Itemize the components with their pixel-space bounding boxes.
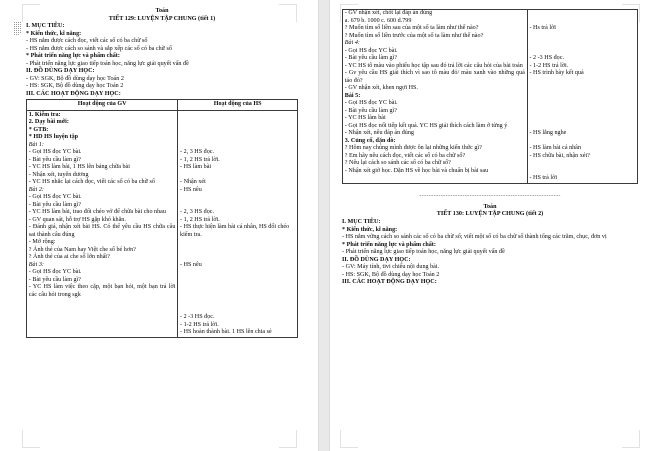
lesson-title-left: TIẾT 129: LUYỆN TẬP CHUNG (tiết 1) — [108, 15, 216, 22]
activity-line: - Gọi HS đọc YC bài. — [344, 100, 398, 107]
section-heading: * Kiến thức, kĩ năng: — [342, 226, 398, 233]
document-page-right — [330, 0, 650, 451]
activity-blank-line — [180, 299, 295, 307]
activity-line: - YC HS làm bài — [344, 115, 386, 122]
activity-blank-line — [180, 254, 295, 262]
section-line: - HS nắm được cách so sánh và sắp xếp các số có ba chữ số — [26, 45, 172, 52]
activity-line: Bài 3: — [28, 261, 44, 268]
activity-line: - HS thực hiện làm bài cá nhân, HS đổi chéo kiểm tra. — [180, 224, 290, 238]
activity-line: - Mở rộng: — [28, 239, 56, 246]
subject-heading-right: Toán — [483, 203, 497, 210]
activity-line: ? Hôm nay chúng mình được ôn lại những kiến thức gì? — [344, 145, 482, 152]
margin-corner-mark — [22, 430, 40, 448]
activity-blank-line — [180, 142, 295, 150]
document-page-left — [0, 0, 318, 451]
drag-dots-icon[interactable] — [14, 21, 23, 34]
section-heading: I. MỤC TIÊU: — [26, 23, 65, 30]
margin-corner-mark — [340, 430, 358, 448]
activity-blank-line — [529, 18, 635, 26]
activity-line: - 2, 3 HS đọc. — [180, 209, 215, 216]
activity-line: - 2 -3 HS đọc. — [529, 55, 564, 62]
section-heading: * Phát triển năng lực và phẩm chất: — [26, 53, 120, 60]
activity-line: - Nhận xét — [180, 179, 206, 186]
section-line: - HS nắm được cách đọc, viết các số có ba chữ số — [26, 38, 148, 45]
activity-line: ? Em hãy nêu cách đọc, viết các số có ba chữ số? — [344, 152, 466, 159]
activity-line: - Bài yêu cầu làm gì? — [344, 55, 397, 62]
activity-line: ? Ảnh thẻ của Nam hay Việt che số bé hơn? — [28, 246, 136, 253]
section-line: - Phát triển năng lực giao tiếp toán học, năng lực giải quyết vấn đề — [342, 249, 505, 256]
activity-blank-line — [529, 138, 635, 146]
cell-gv-activities — [343, 9, 528, 184]
activity-line: - Gọi HS đọc nối tiếp kết quả. YC HS giải thích cách làm ở từng ý — [344, 122, 508, 129]
activity-line: - Bài yêu cầu làm gì? — [28, 201, 81, 208]
activity-line: - Bài yêu cầu làm gì? — [344, 107, 397, 114]
activity-line: - Gọi HS đọc YC bài. — [28, 149, 82, 156]
activity-line: - YC HS làm việc theo cặp, một bạn hỏi, một bạn trả lời các câu hỏi trong sgk — [28, 284, 176, 298]
activity-line: - HS nêu — [180, 186, 202, 193]
activity-blank-line — [180, 247, 295, 255]
cell-gv-activities — [27, 110, 178, 337]
activity-line: - HS lắng nghe — [529, 130, 567, 137]
cell-hs-activities — [178, 110, 298, 337]
activity-line: - YC HS nhắc lại cách đọc, viết các số có ba chữ số — [28, 179, 155, 186]
activity-line: - 1-2 HS trả lời. — [529, 62, 569, 69]
activity-line: - YC HS làm bài, 1 HS lên bảng chữa bài — [28, 164, 130, 171]
activity-blank-line — [180, 269, 295, 277]
activity-blank-line — [529, 33, 635, 41]
activity-blank-line — [529, 108, 635, 116]
section-heading: III. CÁC HOẠT ĐỘNG DẠY HỌC: — [26, 91, 121, 98]
activity-blank-line — [529, 100, 635, 108]
hs-lines-right — [529, 10, 635, 183]
activity-line: 1. Kiểm tra: — [28, 111, 61, 118]
section-line: - HS: SGK, Bộ đồ dùng dạy học Toán 2 — [342, 271, 440, 278]
activity-blank-line — [529, 93, 635, 101]
section-line: - GV: Máy tính, tivi chiếu nội dung bài. — [342, 264, 440, 271]
cell-hs-activities — [527, 9, 637, 184]
activity-blank-line — [529, 160, 635, 168]
section-line: - Phát triển năng lực giao tiếp toán học, năng lực giải quyết vấn đề — [26, 60, 189, 67]
activity-blank-line — [529, 78, 635, 86]
section-heading: * Phát triển năng lực và phẩm chất: — [342, 241, 436, 248]
section-line: - HS: SGK, Bộ đồ dùng dạy học Toán 2 — [26, 83, 124, 90]
activities-table-right — [342, 9, 638, 185]
activity-line: ? Muốn tìm số liền sau của một số ta làm như thế nào? — [344, 25, 479, 32]
activity-line: - Nhận xét, nêu đáp án đúng — [344, 130, 414, 137]
activity-line: - HS làm bài — [180, 164, 212, 171]
activity-line: - HS làm bài cá nhân — [529, 145, 581, 152]
table-row — [27, 110, 298, 337]
activity-line: - GV nhận xét, khen ngợi HS. — [344, 85, 418, 92]
section-heading: II. ĐỒ DÙNG DẠY HỌC: — [26, 68, 95, 75]
activity-line: - YC HS tô màu vào phiếu học tập sau đó trả lời các câu hỏi của bài toán — [344, 62, 523, 69]
activity-line: 3. Củng cố, dặn dò: — [344, 137, 396, 144]
activity-line: - HS hoàn thành bài. 1 HS lên chia sẻ — [180, 329, 272, 336]
activity-blank-line — [180, 119, 295, 127]
activity-line: - 2 -3 HS đọc. — [180, 314, 215, 321]
activity-line: ? Muốn tìm số liền trước của một số ta làm như thế nào? — [344, 32, 484, 39]
section-heading: III. CÁC HOẠT ĐỘNG DẠY HỌC: — [342, 279, 437, 286]
activity-blank-line — [529, 85, 635, 93]
activity-blank-line — [529, 48, 635, 56]
activity-blank-line — [180, 202, 295, 210]
activity-line: - YC HS làm bài, trao đổi chéo vở để chữa bài cho nhau — [28, 209, 166, 216]
activity-blank-line — [180, 127, 295, 135]
objectives-list-left — [26, 23, 298, 98]
activity-line: a. 679 b. 1000 c. 600 d.799 — [344, 17, 412, 24]
activity-line: Bài 4: — [344, 40, 360, 47]
activity-line: - 1, 2 HS trả lời. — [180, 216, 220, 223]
activity-blank-line — [529, 115, 635, 123]
activity-line: - HS trình bày kết quả — [529, 70, 584, 77]
table-header-row — [27, 100, 298, 111]
activity-blank-line — [180, 292, 295, 300]
activity-blank-line — [180, 194, 295, 202]
section-heading: * Kiến thức, kĩ năng: — [26, 30, 82, 37]
activity-line: - Nhận xét, tuyên dương — [28, 171, 89, 178]
activity-line: ? Ảnh thẻ của ai che số lớn nhất? — [28, 254, 110, 261]
activity-blank-line — [180, 284, 295, 292]
margin-corner-mark — [279, 430, 297, 448]
section-heading: I. MỤC TIÊU: — [342, 219, 381, 226]
activity-line: Bài 5: — [344, 92, 361, 99]
activity-line: - Gv yêu cầu HS giải thích vì sao tô màu đỏ/ màu xanh vào những quả táo đó? — [344, 70, 525, 84]
table-row — [343, 9, 638, 184]
activity-line: - HS nêu — [180, 261, 202, 268]
lesson-title-right: TIẾT 130: LUYỆN TẬP CHUNG (tiết 2) — [436, 211, 544, 218]
page-left-body — [26, 8, 298, 338]
activity-line: Bài 1: — [28, 141, 44, 148]
gv-lines-left — [29, 112, 176, 300]
activity-line: - GV nhận xét, chốt lại đáp án đúng — [344, 10, 433, 17]
margin-corner-mark — [622, 430, 640, 448]
activity-blank-line — [180, 239, 295, 247]
activity-blank-line — [180, 112, 295, 120]
activity-blank-line — [180, 277, 295, 285]
activity-blank-line — [180, 307, 295, 315]
activity-line: - GV quan sát, hỗ trợ HS gặp khó khăn. — [28, 216, 126, 223]
activity-line: 2. Dạy bài mới: — [28, 119, 69, 126]
activity-blank-line — [529, 123, 635, 131]
activity-line: Bài 2: — [28, 186, 44, 193]
column-header-gv: Hoạt động của GV — [27, 100, 178, 111]
activity-line: - Gọi HS đọc YC bài. — [344, 47, 398, 54]
activity-line: ? Nêu lại cách so sánh các số có ba chữ số? — [344, 160, 451, 167]
activity-line: - Đánh giá, nhận xét bài HS. Có thể yêu cầu HS chữa câu sai thành câu đúng — [28, 224, 176, 238]
section-heading: II. ĐỒ DÙNG DẠY HỌC: — [342, 256, 411, 263]
activity-blank-line — [529, 168, 635, 176]
activity-line: - 1, 2 HS trả lời. — [180, 156, 220, 163]
activity-blank-line — [180, 172, 295, 180]
activities-table-left — [26, 99, 298, 338]
page-gutter — [318, 0, 330, 451]
hs-lines-left — [180, 112, 295, 337]
section-line: - HS nắm vững cách so sánh các số có ba chữ số; viết một số có ba chữ số thành tổng các trăm, chục, đơn vị — [342, 234, 607, 241]
activity-line: - 2, 3 HS đọc. — [180, 149, 215, 156]
activity-line: - Nhận xét giờ học. Dặn HS về học bài và chuẩn bị bài sau — [344, 167, 489, 174]
activity-line: - Bài yêu cầu làm gì? — [28, 156, 81, 163]
activity-line: - 1-2 HS trả lời. — [180, 321, 219, 328]
page-right-body — [342, 8, 638, 287]
activity-line: * HD HS luyện tập — [28, 134, 79, 141]
activity-line: * GTB: — [28, 126, 49, 133]
column-header-hs: Hoạt động của HS — [178, 100, 298, 111]
gv-lines-right — [345, 10, 525, 175]
activity-line: - HS trả lời — [529, 175, 558, 182]
activity-blank-line — [529, 40, 635, 48]
activity-blank-line — [180, 134, 295, 142]
activity-line: - Bài yêu cầu làm gì? — [28, 276, 81, 283]
activity-line: - Gọi HS đọc YC bài. — [28, 194, 82, 201]
section-line: - GV: SGK, Bộ đồ dùng dạy học Toán 2 — [26, 75, 124, 82]
activity-line: - HS chữa bài, nhận xét? — [529, 152, 590, 159]
activity-line: - Hs trả lời — [529, 25, 557, 32]
objectives-list-right — [342, 219, 638, 287]
section-divider: ----------------------------------------------------------- — [419, 193, 561, 200]
activity-blank-line — [529, 10, 635, 18]
activity-line: - Gọi HS đọc YC bài. — [28, 269, 82, 276]
subject-heading-left: Toán — [155, 8, 169, 14]
